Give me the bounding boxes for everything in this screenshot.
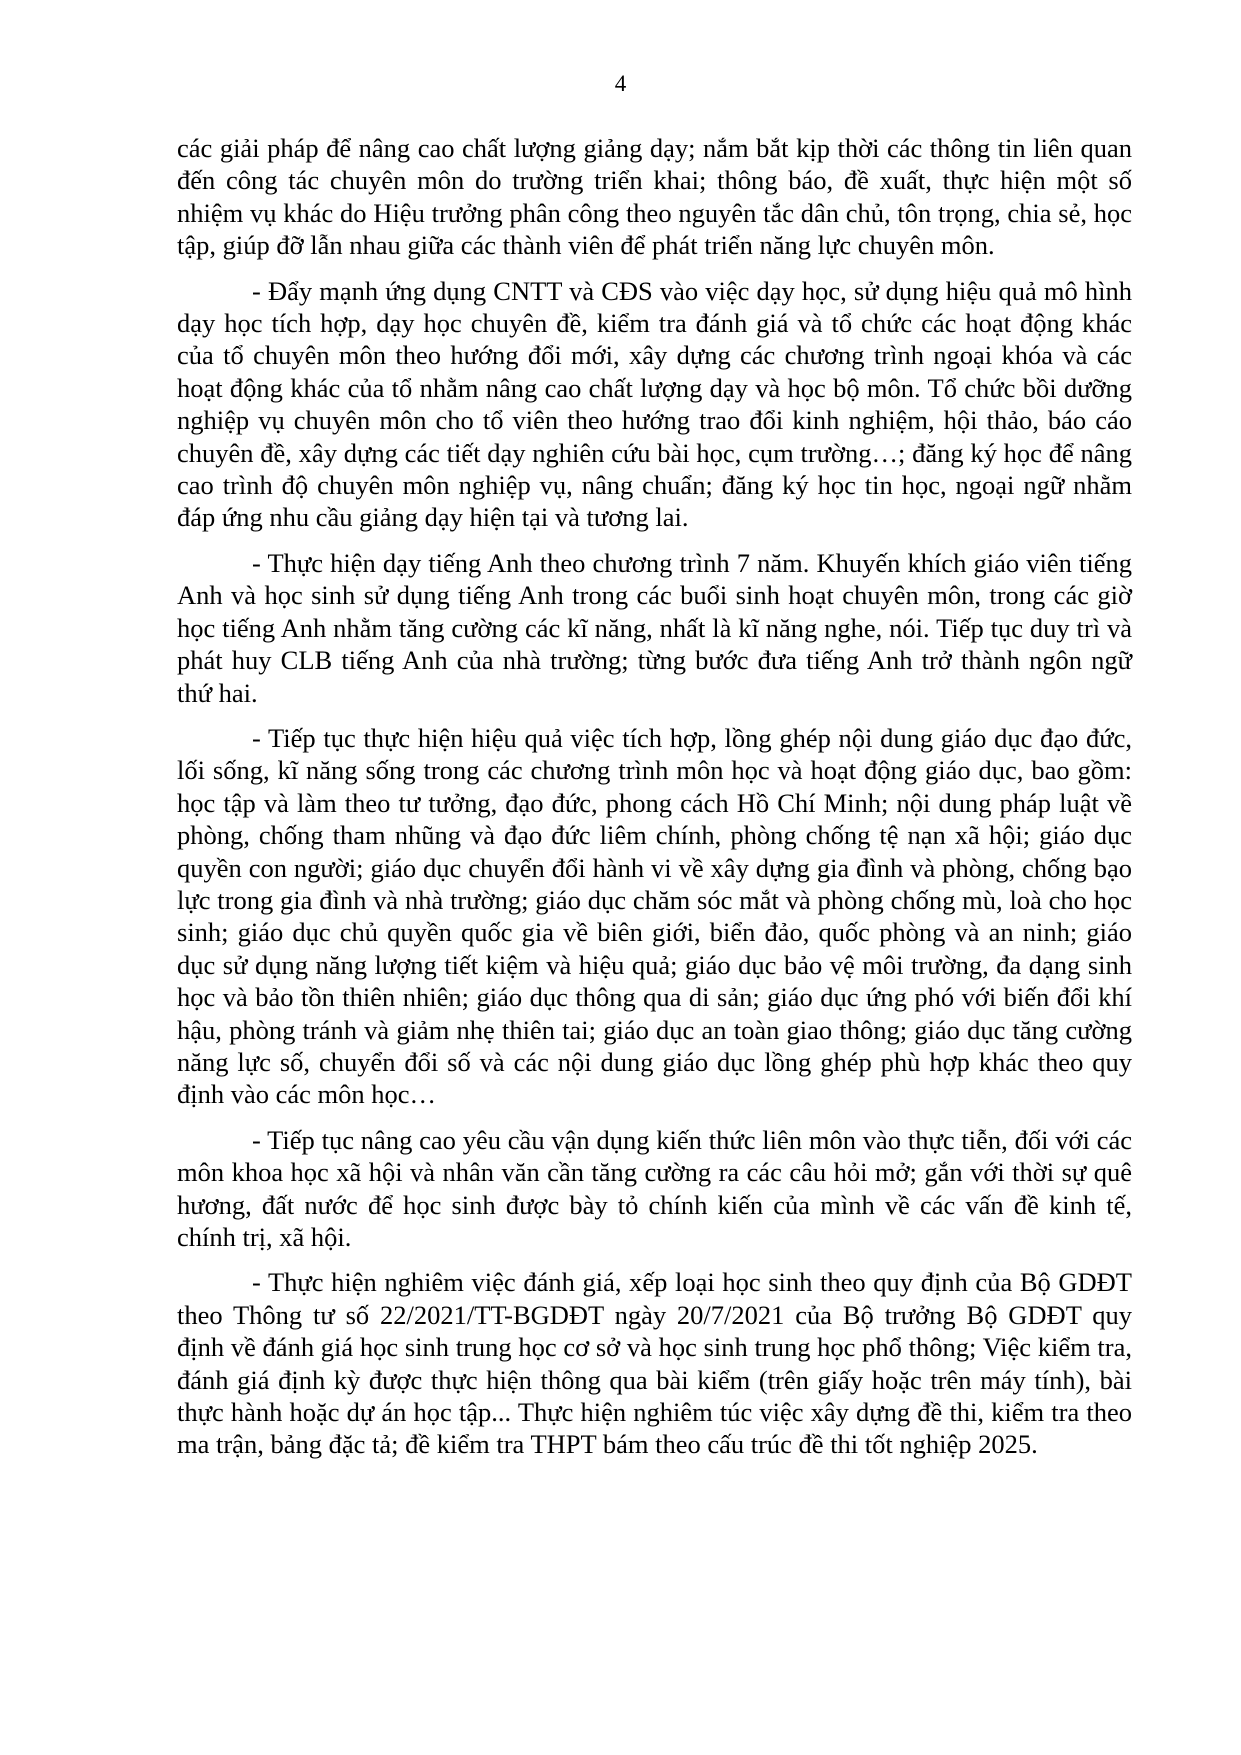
paragraph-continuation: các giải pháp để nâng cao chất lượng giảng dạy; nắm bắt kịp thời các thông tin liên quan đến công tác chuyên môn do trường triển khai; thông báo, đề xuất, thực hiện một số nhiệm vụ khác do Hiệu trưởng phân công theo nguyên tắc dân chủ, tôn trọng, chia sẻ, học tập, giúp đỡ lẫn nhau giữa các thành viên để phát triển năng lực chuyên môn.: [177, 133, 1132, 261]
page-number: 4: [614, 71, 627, 96]
paragraph-assessment: - Thực hiện nghiêm việc đánh giá, xếp loại học sinh theo quy định của Bộ GDĐT theo Thông tư số 22/2021/TT-BGDĐT ngày 20/7/2021 của Bộ trưởng Bộ GDĐT quy định về đánh giá học sinh trung học cơ sở và học sinh trung học phổ thông; Việc kiểm tra, đánh giá định kỳ được thực hiện thông qua bài kiểm (trên giấy hoặc trên máy tính), bài thực hành hoặc dự án học tập... Thực hiện nghiêm túc việc xây dựng đề thi, kiểm tra theo ma trận, bảng đặc tả; đề kiểm tra THPT bám theo cấu trúc đề thi tốt nghiệp 2025.: [177, 1267, 1132, 1460]
paragraph-it-digital-transformation: - Đẩy mạnh ứng dụng CNTT và CĐS vào việc dạy học, sử dụng hiệu quả mô hình dạy học tích hợp, dạy học chuyên đề, kiểm tra đánh giá và tổ chức các hoạt động khác của tổ chuyên môn theo hướng đổi mới, xây dựng các chương trình ngoại khóa và các hoạt động khác của tổ nhằm nâng cao chất lượng dạy và học bộ môn. Tổ chức bồi dưỡng nghiệp vụ chuyên môn cho tổ viên theo hướng trao đổi kinh nghiệm, hội thảo, báo cáo chuyên đề, xây dựng các tiết dạy nghiên cứu bài học, cụm trường…; đăng ký học để nâng cao trình độ chuyên môn nghiệp vụ, nâng chuẩn; đăng ký học tin học, ngoại ngữ nhằm đáp ứng nhu cầu giảng dạy hiện tại và tương lai.: [177, 275, 1132, 533]
document-body: [177, 132, 1132, 1474]
paragraph-interdisciplinary: - Tiếp tục nâng cao yêu cầu vận dụng kiến thức liên môn vào thực tiễn, đối với các môn khoa học xã hội và nhân văn cần tăng cường ra các câu hỏi mở; gắn với thời sự quê hương, đất nước để học sinh được bày tỏ chính kiến của mình về các vấn đề kinh tế, chính trị, xã hội.: [177, 1124, 1132, 1252]
paragraph-integrated-education: - Tiếp tục thực hiện hiệu quả việc tích hợp, lồng ghép nội dung giáo dục đạo đức, lối sống, kĩ năng sống trong các chương trình môn học và hoạt động giáo dục, bao gồm: học tập và làm theo tư tưởng, đạo đức, phong cách Hồ Chí Minh; nội dung pháp luật về phòng, chống tham nhũng và đạo đức liêm chính, phòng chống tệ nạn xã hội; giáo dục quyền con người; giáo dục chuyển đổi hành vi về xây dựng gia đình và phòng, chống bạo lực trong gia đình và nhà trường; giáo dục chăm sóc mắt và phòng chống mù, loà cho học sinh; giáo dục chủ quyền quốc gia về biên giới, biển đảo, quốc phòng và an ninh; giáo dục sử dụng năng lượng tiết kiệm và hiệu quả; giáo dục bảo vệ môi trường, đa dạng sinh học và bảo tồn thiên nhiên; giáo dục thông qua di sản; giáo dục ứng phó với biến đổi khí hậu, phòng tránh và giảm nhẹ thiên tai; giáo dục an toàn giao thông; giáo dục tăng cường năng lực số, chuyển đổi số và các nội dung giáo dục lồng ghép phù hợp khác theo quy định vào các môn học…: [177, 722, 1132, 1110]
paragraph-english-teaching: - Thực hiện dạy tiếng Anh theo chương trình 7 năm. Khuyến khích giáo viên tiếng Anh và học sinh sử dụng tiếng Anh trong các buổi sinh hoạt chuyên môn, trong các giờ học tiếng Anh nhằm tăng cường các kĩ năng, nhất là kĩ năng nghe, nói. Tiếp tục duy trì và phát huy CLB tiếng Anh của nhà trường; từng bước đưa tiếng Anh trở thành ngôn ngữ thứ hai.: [177, 547, 1132, 708]
